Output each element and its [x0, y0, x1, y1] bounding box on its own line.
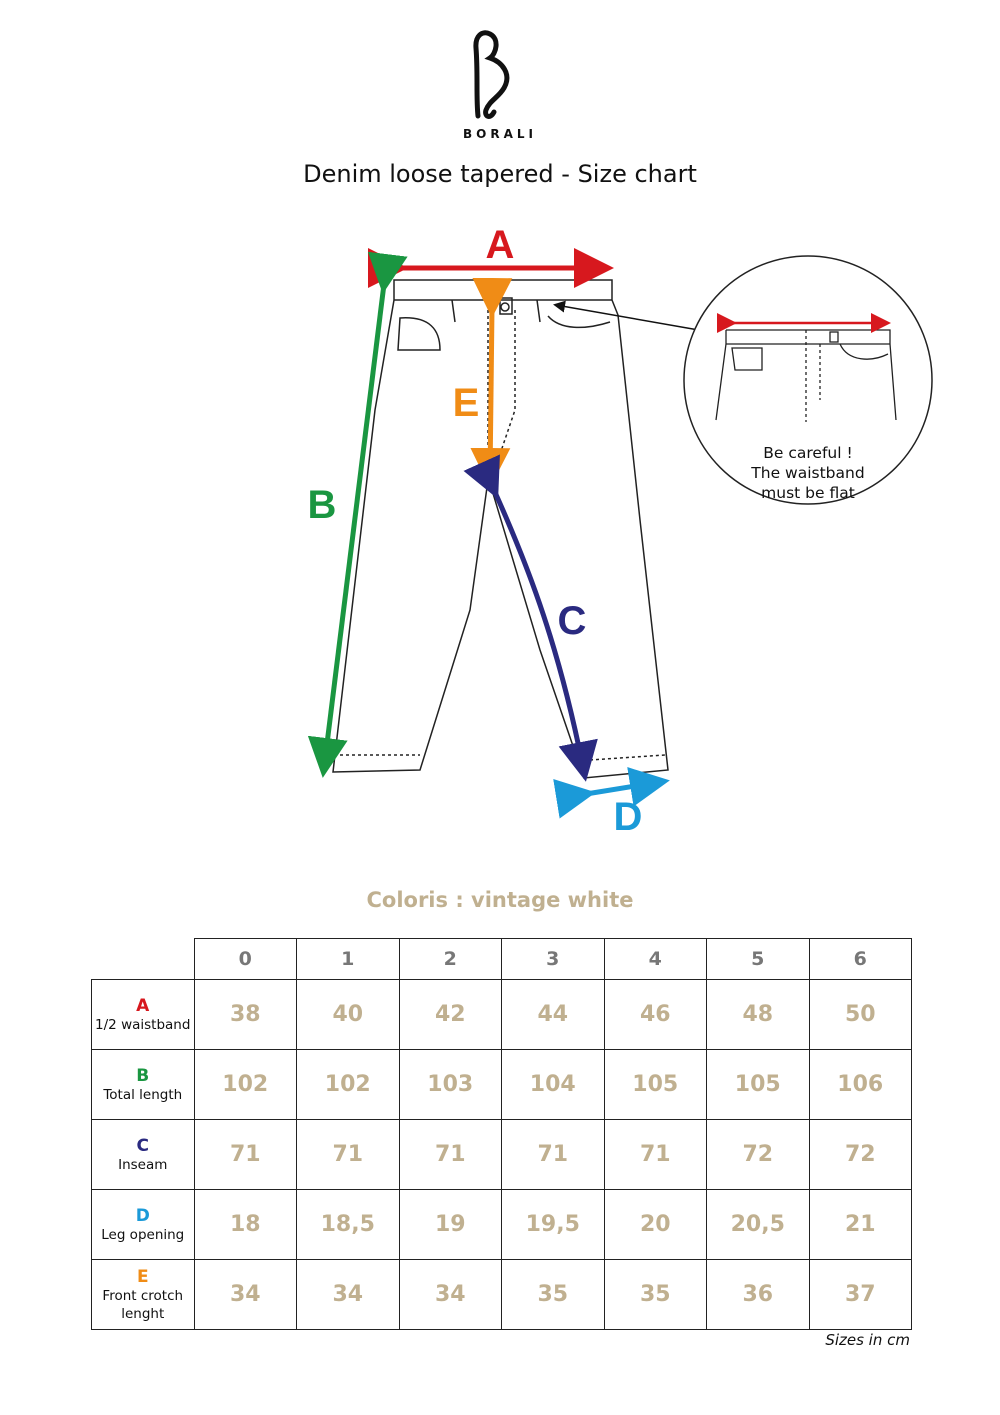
waistband-callout — [684, 256, 932, 504]
size-header: 1 — [297, 939, 400, 980]
callout-line1: Be careful ! — [763, 444, 853, 462]
measurement-value: 38 — [194, 980, 297, 1050]
row-label-text: Front crotch — [102, 1287, 184, 1304]
measurement-value: 35 — [502, 1260, 605, 1330]
measurement-value: 19 — [399, 1190, 502, 1260]
measurement-value: 18,5 — [297, 1190, 400, 1260]
row-label — [92, 1120, 195, 1190]
brand-name: BORALI — [463, 127, 537, 141]
table-row — [92, 1120, 912, 1190]
measurement-value: 20 — [604, 1190, 707, 1260]
row-label — [92, 980, 195, 1050]
letter-d: D — [613, 795, 643, 839]
table-row — [92, 1260, 912, 1330]
size-header: 5 — [707, 939, 810, 980]
row-letter: A — [136, 995, 150, 1016]
measurement-value: 34 — [194, 1260, 297, 1330]
measurement-value: 105 — [707, 1050, 810, 1120]
measurement-value: 48 — [707, 980, 810, 1050]
measurement-value: 72 — [707, 1120, 810, 1190]
measurement-value: 105 — [604, 1050, 707, 1120]
measurement-value: 44 — [502, 980, 605, 1050]
callout-line2: The waistband — [751, 464, 865, 482]
table-row — [92, 1190, 912, 1260]
measurement-value: 40 — [297, 980, 400, 1050]
row-label-text: Leg opening — [101, 1226, 185, 1243]
letter-c: C — [557, 599, 587, 643]
measurement-value: 71 — [399, 1120, 502, 1190]
row-label — [92, 1260, 195, 1330]
jeans-illustration — [333, 280, 668, 778]
row-letter: B — [136, 1065, 150, 1086]
row-letter: D — [135, 1205, 150, 1226]
measurement-value: 71 — [604, 1120, 707, 1190]
measurement-value: 71 — [194, 1120, 297, 1190]
measurement-diagram — [0, 210, 1000, 850]
row-label-text: Inseam — [118, 1156, 168, 1173]
table-row — [92, 1050, 912, 1120]
measurement-value: 20,5 — [707, 1190, 810, 1260]
measurement-value: 104 — [502, 1050, 605, 1120]
row-label — [92, 1050, 195, 1120]
measurement-value: 50 — [809, 980, 912, 1050]
row-letter: C — [136, 1135, 149, 1156]
measurement-value: 106 — [809, 1050, 912, 1120]
table-corner — [92, 939, 195, 980]
measurement-value: 103 — [399, 1050, 502, 1120]
row-label — [92, 1190, 195, 1260]
measurement-value: 102 — [297, 1050, 400, 1120]
borali-logo-icon — [468, 28, 532, 123]
measurement-value: 19,5 — [502, 1190, 605, 1260]
measurement-value: 18 — [194, 1190, 297, 1260]
measurement-value: 34 — [399, 1260, 502, 1330]
measurement-value: 42 — [399, 980, 502, 1050]
size-header: 2 — [399, 939, 502, 980]
size-header-row — [92, 939, 912, 980]
measurement-value: 21 — [809, 1190, 912, 1260]
front-crotch-arrow — [490, 308, 492, 478]
page-title: Denim loose tapered - Size chart — [303, 160, 697, 188]
row-label-text: lenght — [121, 1305, 165, 1322]
measurement-value: 37 — [809, 1260, 912, 1330]
measurement-value: 72 — [809, 1120, 912, 1190]
callout-line3: must be flat — [761, 484, 855, 502]
table-row — [92, 980, 912, 1050]
letter-a: A — [485, 223, 515, 267]
letter-e: E — [452, 381, 480, 425]
size-header: 4 — [604, 939, 707, 980]
size-header: 0 — [194, 939, 297, 980]
size-header: 3 — [502, 939, 605, 980]
size-table — [91, 938, 912, 1330]
units-footnote: Sizes in cm — [825, 1331, 910, 1349]
measurement-value: 71 — [297, 1120, 400, 1190]
measurement-value: 36 — [707, 1260, 810, 1330]
size-header: 6 — [809, 939, 912, 980]
row-label-text: Total length — [103, 1086, 183, 1103]
letter-b: B — [307, 483, 337, 527]
measurement-value: 71 — [502, 1120, 605, 1190]
coloris-label: Coloris : vintage white — [366, 888, 634, 912]
measurement-value: 34 — [297, 1260, 400, 1330]
row-label-text: 1/2 waistband — [95, 1016, 191, 1033]
row-letter: E — [136, 1266, 149, 1287]
measurement-value: 46 — [604, 980, 707, 1050]
measurement-value: 35 — [604, 1260, 707, 1330]
leg-opening-arrow — [586, 782, 660, 794]
measurement-value: 102 — [194, 1050, 297, 1120]
